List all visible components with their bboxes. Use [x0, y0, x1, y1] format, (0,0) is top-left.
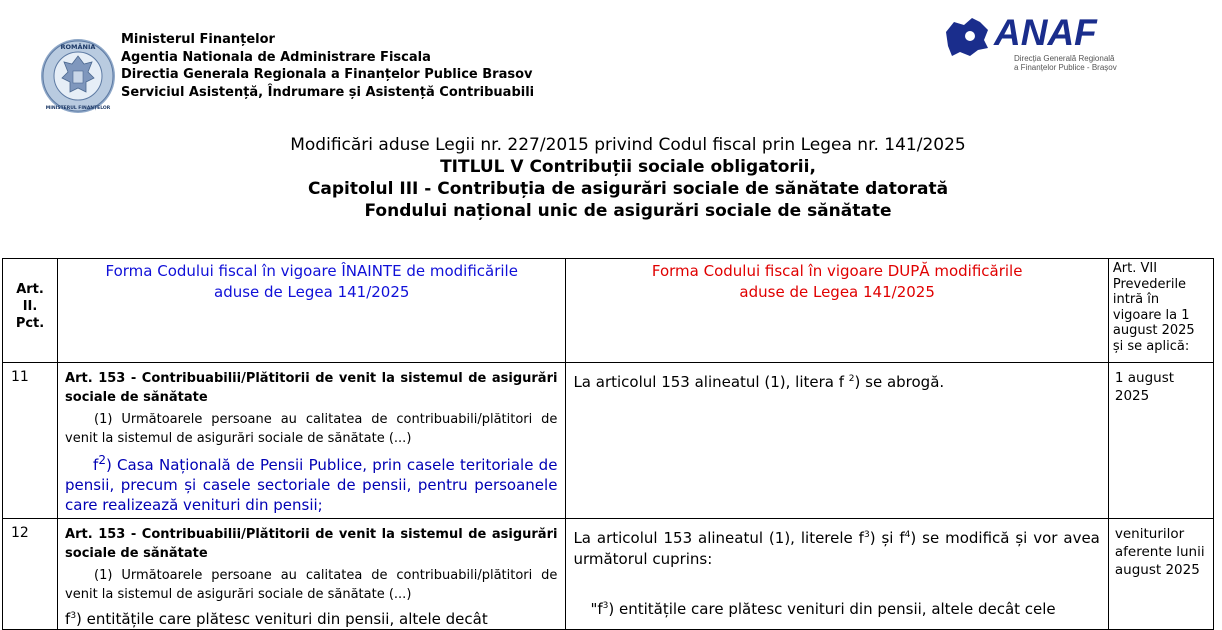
letter-provision: [65, 606, 557, 629]
mod-text-a: La articolul 153 alineatul (1), literele f: [573, 529, 864, 547]
paragraph-text: (1) Următoarele persoane au calitatea de contribuabili/plătitori de venit la sistemul de asigurări sociale de sănătate (...): [65, 568, 558, 602]
row-number: 11: [3, 363, 58, 519]
letter-text: ) entitățile care plătesc venituri din pensii, altele decât: [76, 610, 488, 628]
seal-text-top: ROMÂNIA: [60, 43, 96, 51]
letter-sup: 3: [70, 611, 77, 621]
title-line-3: Capitolul III - Contribuția de asigurări sociale de sănătate datorată: [307, 179, 949, 199]
ministry-seal-logo: [40, 38, 116, 114]
paragraph-text: (1) Următoarele persoane au calitatea de contribuabili/plătitori de venit la sistemul de asigurări sociale de sănătate (...): [65, 412, 558, 446]
letter-label: f: [65, 610, 71, 628]
organization-block: [121, 31, 534, 101]
mod-quote: [573, 596, 1099, 620]
anaf-sub-line-1: Direcția Generală Regională: [1014, 54, 1115, 63]
mod-text-a: La articolul 153 alineatul (1), litera f: [573, 373, 849, 391]
mod-intro: [573, 525, 1099, 570]
header-art-line-2: II.: [22, 299, 38, 314]
anaf-logo-subtitle: [1014, 54, 1117, 72]
row-applies: veniturilor aferente lunii august 2025: [1108, 519, 1213, 630]
header-before: [58, 259, 566, 363]
letter-sup: 2: [98, 453, 106, 467]
mod-text-b: ) și f: [869, 529, 905, 547]
row-original-text: [58, 519, 566, 630]
article-title: Art. 153 - Contribuabilii/Plătitorii de venit la sistemul de asigurări sociale de sănătate: [65, 527, 558, 561]
header-art-line-1: Art.: [16, 282, 44, 297]
header-after-line-1: Forma Codului fiscal în vigoare DUPĂ modificările: [651, 262, 1023, 280]
row-applies: 1 august 2025: [1108, 363, 1213, 519]
org-line-service: Serviciul Asistență, Îndrumare și Asistență Contribuabili: [121, 84, 535, 100]
row-original-text: [58, 363, 566, 519]
document-titles: [0, 134, 1222, 222]
row-modified-text: [566, 519, 1108, 630]
mod-sup: 3: [863, 530, 870, 540]
mod-sup-2: 4: [904, 530, 911, 540]
mod-quote-a: "f: [590, 600, 603, 618]
article-title: Art. 153 - Contribuabilii/Plătitorii de venit la sistemul de asigurări sociale de sănătate: [65, 371, 558, 405]
title-line-2: TITLUL V Contribuții sociale obligatorii,: [440, 157, 816, 177]
table-row: [3, 363, 1214, 519]
mod-text-b: ) se abrogă.: [854, 373, 945, 391]
mod-text-c: ) se modifică și vor avea următorul cuprins:: [573, 529, 1100, 568]
table-row: [3, 519, 1214, 630]
header-applicability: Art. VII Prevederile intră în vigoare la 1 august 2025 și se aplică:: [1108, 259, 1213, 363]
header-before-line-2: aduse de Legea 141/2025: [214, 283, 410, 301]
table-header-row: [3, 259, 1214, 363]
header-before-line-1: Forma Codului fiscal în vigoare ÎNAINTE de modificările: [105, 262, 518, 280]
letter-label: f: [93, 456, 99, 474]
header-after-line-2: aduse de Legea 141/2025: [739, 283, 935, 301]
row-number: 12: [3, 519, 58, 630]
header-art-pct: [3, 259, 58, 363]
header-art-line-3: Pct.: [15, 316, 45, 331]
anaf-sub-line-2: a Finanțelor Publice - Brașov: [1014, 63, 1117, 72]
title-line-4: Fondului național unic de asigurări sociale de sănătate: [364, 201, 892, 221]
anaf-logo-text: ANAF: [994, 12, 1097, 53]
title-line-1: Modificări aduse Legii nr. 227/2015 privind Codul fiscal prin Legea nr. 141/2025: [290, 135, 966, 155]
header-after: [566, 259, 1108, 363]
org-line-agency: Agentia Nationala de Administrare Fiscala: [121, 49, 431, 65]
seal-text-bottom: MINISTERUL FINANȚELOR: [45, 106, 111, 111]
org-line-directorate: Directia Generala Regionala a Finanțelor Publice Brasov: [121, 67, 533, 82]
letter-text: ) Casa Națională de Pensii Publice, prin casele teritoriale de pensii, precum și casele sectoriale de pensii, pentru persoanele care realizează venituri din pensii;: [65, 456, 558, 514]
letter-provision: [65, 450, 557, 515]
mod-quote-sup: 3: [602, 601, 609, 611]
row-modified-text: [566, 363, 1108, 519]
mod-quote-b: ) entitățile care plătesc venituri din pensii, altele decât cele: [608, 600, 1056, 618]
mod-sup: 2: [848, 374, 855, 384]
comparison-table: [2, 258, 1214, 630]
org-line-ministry: Ministerul Finanțelor: [121, 32, 275, 47]
